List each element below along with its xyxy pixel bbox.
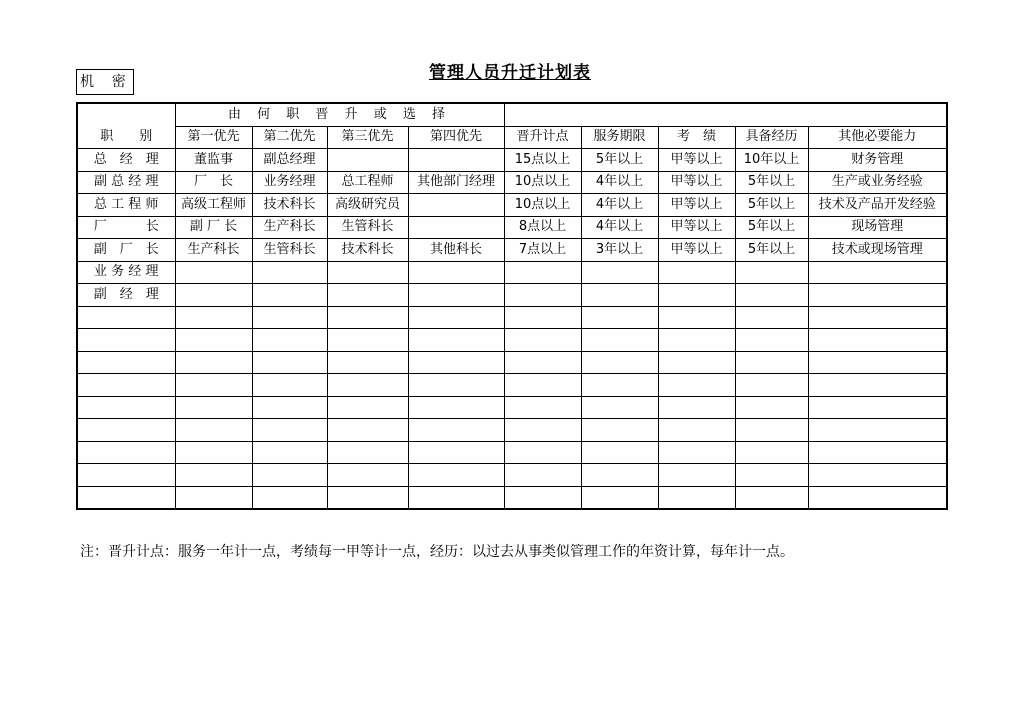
group-header-cell: 由 何 职 晋 升 或 选 择 (175, 103, 504, 126)
table-cell (175, 374, 252, 397)
table-cell (658, 486, 735, 509)
table-cell (327, 351, 408, 374)
table-cell (408, 306, 504, 329)
table-cell (581, 486, 658, 509)
table-cell (658, 261, 735, 284)
table-row (77, 216, 947, 239)
table-cell (735, 464, 808, 487)
table-cell: 5年以上 (735, 194, 808, 217)
document-title: 管理人员升迁计划表 (429, 63, 591, 83)
table-row (77, 351, 947, 374)
column-header: 第三优先 (327, 126, 408, 149)
table-cell: 7点以上 (504, 239, 581, 262)
table-cell (327, 261, 408, 284)
table-cell: 现场管理 (808, 216, 947, 239)
table-cell (408, 419, 504, 442)
position-cell (77, 329, 175, 352)
group-header-empty (77, 103, 175, 126)
table-cell (808, 396, 947, 419)
table-cell (504, 441, 581, 464)
table-cell (735, 396, 808, 419)
position-cell (77, 464, 175, 487)
table-cell (175, 464, 252, 487)
table-cell (408, 464, 504, 487)
table-cell (175, 351, 252, 374)
table-cell (408, 284, 504, 307)
table-cell (327, 396, 408, 419)
table-cell (504, 306, 581, 329)
table-cell: 甲等以上 (658, 149, 735, 172)
table-cell (504, 329, 581, 352)
column-header: 第二优先 (252, 126, 327, 149)
table-cell: 技术及产品开发经验 (808, 194, 947, 217)
table-cell (808, 284, 947, 307)
table-cell (658, 464, 735, 487)
table-cell (408, 149, 504, 172)
table-cell (252, 419, 327, 442)
table-cell (735, 306, 808, 329)
table-cell: 财务管理 (808, 149, 947, 172)
table-cell (252, 329, 327, 352)
table-cell: 技术科长 (327, 239, 408, 262)
table-cell: 副总经理 (252, 149, 327, 172)
table-cell (658, 306, 735, 329)
table-row (77, 464, 947, 487)
table-cell (504, 374, 581, 397)
table-cell (581, 261, 658, 284)
table-cell: 生产或业务经验 (808, 171, 947, 194)
table-cell: 厂 长 (175, 171, 252, 194)
table-cell (408, 194, 504, 217)
table-row (77, 329, 947, 352)
table-cell (658, 374, 735, 397)
table-cell (408, 351, 504, 374)
table-cell: 董监事 (175, 149, 252, 172)
table-cell (327, 419, 408, 442)
table-cell (504, 486, 581, 509)
table-row (77, 149, 947, 172)
table-cell (735, 486, 808, 509)
table-row (77, 194, 947, 217)
table-cell: 10点以上 (504, 171, 581, 194)
table-cell (327, 374, 408, 397)
position-cell: 总 经 理 (77, 149, 175, 172)
column-header: 具备经历 (735, 126, 808, 149)
position-cell: 副 总 经 理 (77, 171, 175, 194)
position-cell (77, 374, 175, 397)
table-cell (327, 329, 408, 352)
table-cell (327, 306, 408, 329)
table-row (77, 419, 947, 442)
table-cell (252, 396, 327, 419)
group-header-empty-right (504, 103, 947, 126)
column-header: 职 别 (77, 126, 175, 149)
table-cell: 副 厂 长 (175, 216, 252, 239)
table-cell (327, 486, 408, 509)
table-cell (735, 284, 808, 307)
table-cell (408, 329, 504, 352)
table-cell (327, 149, 408, 172)
table-cell (808, 306, 947, 329)
table-cell: 技术科长 (252, 194, 327, 217)
column-header-row (77, 126, 947, 149)
table-cell (808, 441, 947, 464)
table-cell (581, 419, 658, 442)
table-cell (175, 486, 252, 509)
table-cell (252, 464, 327, 487)
table-cell: 生管科长 (327, 216, 408, 239)
table-cell (735, 351, 808, 374)
table-cell: 生产科长 (252, 216, 327, 239)
column-header: 其他必要能力 (808, 126, 947, 149)
table-cell (658, 329, 735, 352)
table-cell: 业务经理 (252, 171, 327, 194)
position-cell (77, 351, 175, 374)
table-cell (658, 419, 735, 442)
column-header: 晋升计点 (504, 126, 581, 149)
table-cell (581, 306, 658, 329)
promotion-plan-table (76, 102, 948, 510)
table-cell (408, 396, 504, 419)
table-cell (504, 419, 581, 442)
table-row (77, 239, 947, 262)
table-cell: 5年以上 (735, 239, 808, 262)
table-cell (175, 396, 252, 419)
table-cell (408, 486, 504, 509)
table-cell: 3年以上 (581, 239, 658, 262)
table-cell: 技术或现场管理 (808, 239, 947, 262)
table-cell: 甲等以上 (658, 171, 735, 194)
table-cell (808, 374, 947, 397)
footnote: 注：晋升计点：服务一年计一点，考绩每一甲等计一点，经历：以过去从事类似管理工作的年资计算，每年计一点。 (80, 544, 794, 560)
table-cell (735, 419, 808, 442)
table-cell: 15点以上 (504, 149, 581, 172)
table-cell (252, 284, 327, 307)
table-cell (735, 374, 808, 397)
table-cell: 生管科长 (252, 239, 327, 262)
table-cell: 甲等以上 (658, 194, 735, 217)
table-cell: 5年以上 (735, 216, 808, 239)
table-cell (581, 396, 658, 419)
table-cell (408, 216, 504, 239)
table-cell (252, 374, 327, 397)
column-header: 考 绩 (658, 126, 735, 149)
table-cell (504, 351, 581, 374)
table-cell (408, 441, 504, 464)
table-cell (175, 441, 252, 464)
table-cell (504, 396, 581, 419)
table-row (77, 171, 947, 194)
position-cell: 厂 长 (77, 216, 175, 239)
table-cell (808, 464, 947, 487)
table-cell (735, 261, 808, 284)
table-cell: 8点以上 (504, 216, 581, 239)
table-cell (808, 329, 947, 352)
table-row (77, 396, 947, 419)
table-cell (735, 441, 808, 464)
table-cell: 4年以上 (581, 216, 658, 239)
table-cell (408, 374, 504, 397)
table-cell (408, 261, 504, 284)
table-cell (327, 464, 408, 487)
table-cell (658, 284, 735, 307)
table-cell (252, 441, 327, 464)
table-cell (175, 419, 252, 442)
table-cell (175, 306, 252, 329)
position-cell: 总 工 程 师 (77, 194, 175, 217)
table-cell (252, 306, 327, 329)
table-cell: 其他科长 (408, 239, 504, 262)
table-cell (504, 284, 581, 307)
table-cell (808, 261, 947, 284)
table-cell (581, 441, 658, 464)
table-cell (252, 351, 327, 374)
table-cell: 10点以上 (504, 194, 581, 217)
table-cell (808, 351, 947, 374)
table-row (77, 261, 947, 284)
column-header: 服务期限 (581, 126, 658, 149)
table-cell: 4年以上 (581, 194, 658, 217)
table-cell (581, 464, 658, 487)
position-cell (77, 306, 175, 329)
table-row (77, 486, 947, 509)
table-cell: 10年以上 (735, 149, 808, 172)
table-cell (327, 441, 408, 464)
table-cell: 其他部门经理 (408, 171, 504, 194)
table-cell (808, 419, 947, 442)
column-header: 第四优先 (408, 126, 504, 149)
table-cell: 甲等以上 (658, 216, 735, 239)
table-cell: 高级工程师 (175, 194, 252, 217)
position-cell (77, 441, 175, 464)
table-cell: 总工程师 (327, 171, 408, 194)
table-cell: 甲等以上 (658, 239, 735, 262)
table-cell (581, 329, 658, 352)
table-row (77, 284, 947, 307)
table-row (77, 306, 947, 329)
table-cell (658, 441, 735, 464)
position-cell (77, 396, 175, 419)
table-cell (581, 284, 658, 307)
position-cell: 副 经 理 (77, 284, 175, 307)
table-cell (252, 261, 327, 284)
table-cell: 4年以上 (581, 171, 658, 194)
table-cell (504, 261, 581, 284)
table-cell (327, 284, 408, 307)
table-cell (504, 464, 581, 487)
table-cell (175, 284, 252, 307)
table-cell: 生产科长 (175, 239, 252, 262)
table-cell (658, 351, 735, 374)
table-cell (808, 486, 947, 509)
position-cell: 业 务 经 理 (77, 261, 175, 284)
table-row (77, 441, 947, 464)
table-cell (581, 374, 658, 397)
table-cell (175, 261, 252, 284)
table-cell (735, 329, 808, 352)
table-cell (581, 351, 658, 374)
position-cell: 副 厂 长 (77, 239, 175, 262)
position-cell (77, 486, 175, 509)
confidential-label: 机 密 (76, 69, 134, 95)
table-cell: 高级研究员 (327, 194, 408, 217)
position-cell (77, 419, 175, 442)
table-cell (252, 486, 327, 509)
table-row (77, 374, 947, 397)
table-cell: 5年以上 (735, 171, 808, 194)
column-header: 第一优先 (175, 126, 252, 149)
group-header-row (77, 103, 947, 126)
table-cell (175, 329, 252, 352)
table-cell: 5年以上 (581, 149, 658, 172)
table-cell (658, 396, 735, 419)
